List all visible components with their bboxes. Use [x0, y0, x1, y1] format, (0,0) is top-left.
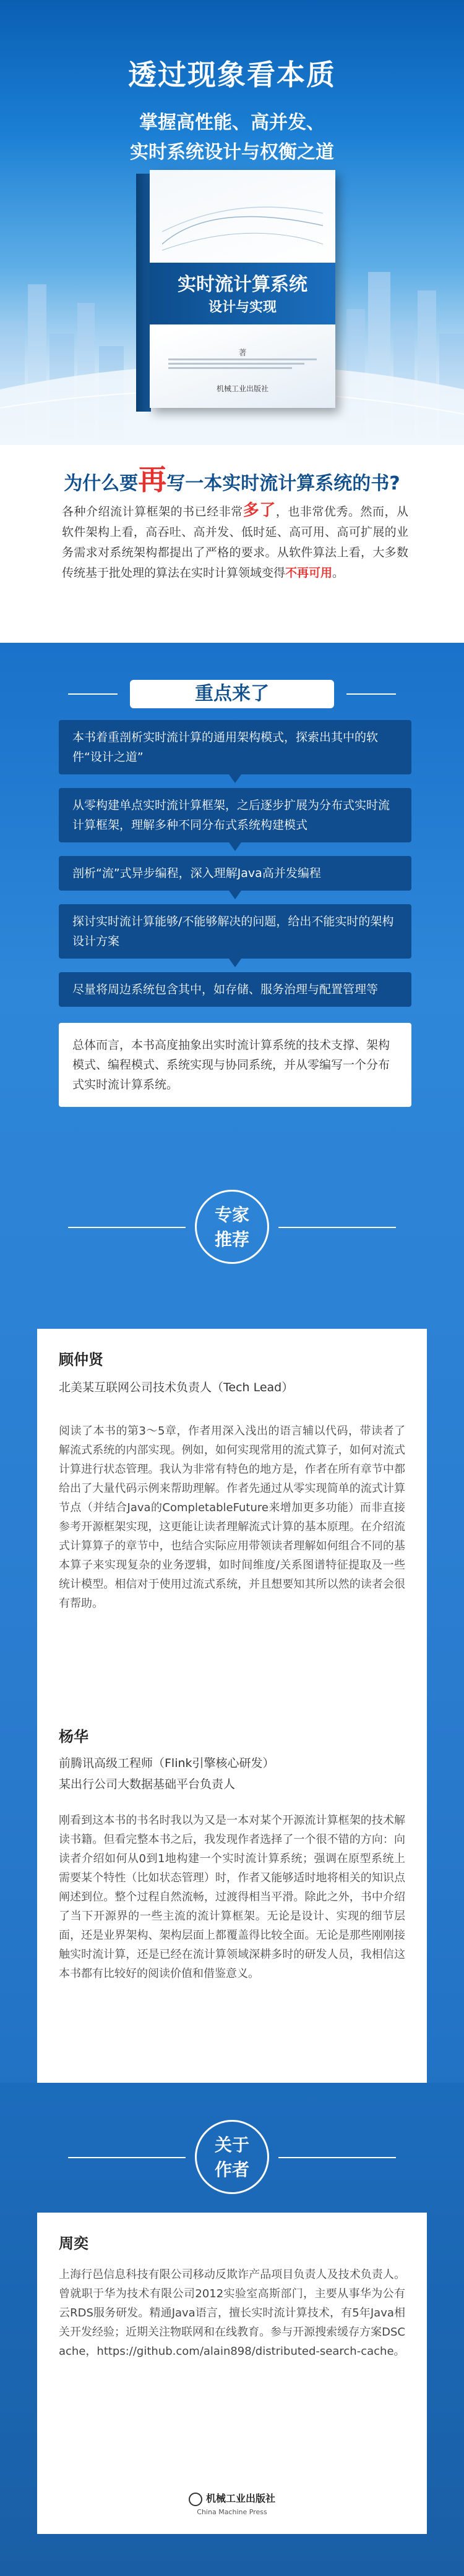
book-front [150, 170, 335, 408]
publisher-logo-cn [0, 2491, 464, 2506]
hero-subtitle-line1: 掌握高性能、高并发、 [139, 112, 325, 133]
author-bio: 上海行邑信息科技有限公司移动反欺诈产品项目负责人及技术负责人。曾就职于华为技术有限公司2012实验室高斯部门，主要从事华为公有云RDS服务研发。精通Java语言，擅长实时流计算技术，有5年Java相关开发经验；近期关注物联网和在线教育。参与开源搜索缓存方案DSCache，https://github.com/alain898/distributed-search-cache。 [59, 2268, 405, 2358]
author-badge-line1: 关于 [214, 2135, 249, 2155]
book-spine [136, 174, 151, 412]
publisher-logo-icon [189, 2493, 202, 2506]
hero-title: 透过现象看本质 [128, 58, 336, 91]
why-para-a-end: ，也非常优秀。然而，从软件架构上看，高吞吐、高并发、低时延、高可用、高可扩展的业务需求对系统架构都提出了严格的要求。从软件算法上看，大多数传统基于批处理的算法在实时计算领域变得 [62, 505, 408, 580]
author-badge-line2: 作者 [214, 2159, 249, 2180]
author-name: 周奕 [59, 2235, 88, 2252]
key-point-item: 剖析“流”式异步编程，深入理解Java高并发编程 [59, 856, 411, 891]
publisher-name-cn: 机械工业出版社 [205, 2493, 275, 2504]
why-heading-suffix: 写一本实时流计算系统的书? [166, 473, 400, 494]
review-text: 刚看到这本书的书名时我以为又是一本对某个开源流计算框架的技术解读书籍。但看完整本书之后，我发现作者选择了一个很不错的方向：向读者介绍如何从0到1地构建一个实时流计算系统；强调在原型系统上需要某个特性（比如状态管理）时，作者又能够适时地将相关的知识点阐述到位。整个过程自然流畅，过渡得相当平滑。除此之外，书中介绍了当下开源界的一些主流的流计算框架。无论是设计、实现的细节层面，还是业界架构、架构层面上都覆盖得比较全面。无论是那些刚刚接触实时流计算，还是已经在流计算领域深耕多时的研发人员，我相信这本书都有比较好的阅读价值和借鉴意义。 [59, 1814, 405, 1980]
reviewer-role-2: 某出行公司大数据基础平台负责人 [59, 1777, 236, 1791]
badge-divider-left [68, 2157, 186, 2158]
book-publisher: 机械工业出版社 [216, 384, 269, 393]
reviewer-name: 杨华 [59, 1728, 88, 1745]
why-heading-prefix: 为什么要 [64, 473, 139, 494]
why-heading [0, 457, 464, 498]
book-cover [136, 170, 340, 411]
expert-badge-line1: 专家 [214, 1205, 249, 1225]
reviewer-name: 顾仲贤 [59, 1351, 103, 1368]
book-blurb-lines [168, 358, 317, 371]
review-text: 阅读了本书的第3～5章，作者用深入浅出的语言辅以代码，带读者了解流式系统的内部实现。例如，如何实现常用的流式算子，如何对流式计算进行状态管理。我认为非常有特色的地方是，作者在所有章节中都给出了大量代码示例来帮助理解。作者先通过从零实现简单的流式计算节点（并结合Java的CompletableFuture来增加更多功能）而非直接参考开源框架实现，这更能让读者理解流式计算的基本原理。在介绍流式计算算子的章节中，也结合实际应用带领读者理解如何组合不同的基本算子来实现复杂的业务逻辑，如时间维度/关系图谱特征提取及一些统计模型。相信对于使用过流式系统，并且想要知其所以然的读者会很有帮助。 [59, 1425, 405, 1610]
hero-banner [0, 0, 464, 445]
badge-divider-right [278, 2157, 396, 2158]
reviewer-role: 前腾讯高级工程师（Flink引擎核心研发） [59, 1756, 275, 1770]
expert-badge [195, 1190, 269, 1264]
key-points-heading: 重点来了 [130, 680, 334, 708]
book-title: 实时流计算系统 [178, 274, 307, 295]
author-badge [195, 2120, 269, 2194]
badge-divider-right [278, 1227, 396, 1228]
hero-subtitle [0, 108, 464, 167]
key-point-item: 从零构建单点实时流计算框架，之后逐步扩展为分布式实时流计算框架，理解多种不同分布式系统构建模式 [59, 788, 411, 842]
why-para-hl2: 不再可用 [285, 566, 333, 580]
key-points-list [59, 720, 411, 1020]
hero-subtitle-line2: 实时系统设计与权衡之道 [130, 142, 334, 163]
reviewer-role: 北美某互联网公司技术负责人（Tech Lead） [59, 1381, 294, 1394]
book-author: 著 [238, 349, 247, 358]
why-para-hl: 多了 [243, 501, 276, 520]
cover-art [162, 189, 323, 256]
key-point-item: 探讨实时流计算能够/不能够解决的问题，给出不能实时的架构设计方案 [59, 904, 411, 959]
key-point-item: 尽量将周边系统包含其中，如存储、服务治理与配置管理等 [59, 972, 411, 1007]
why-heading-big: 再 [138, 463, 167, 496]
key-point-item: 本书着重剖析实时流计算的通用架构模式，探索出其中的软件“设计之道” [59, 720, 411, 774]
expert-badge-line2: 推荐 [214, 1229, 249, 1250]
book-subtitle: 设计与实现 [208, 300, 277, 315]
why-para-a: 各种介绍流计算框架的书已经非常 [62, 505, 243, 519]
publisher-name-en: China Machine Press [197, 2508, 267, 2516]
why-paragraph [62, 501, 408, 583]
badge-divider-left [68, 1227, 186, 1228]
why-para-close: 。 [332, 566, 345, 580]
key-points-summary: 总体而言，本书高度抽象出实时流计算系统的技术支撑、架构模式、编程模式、系统实现与协同系统，并从零编写一个分布式实时流计算系统。 [59, 1023, 411, 1107]
author-card [37, 2213, 427, 2534]
